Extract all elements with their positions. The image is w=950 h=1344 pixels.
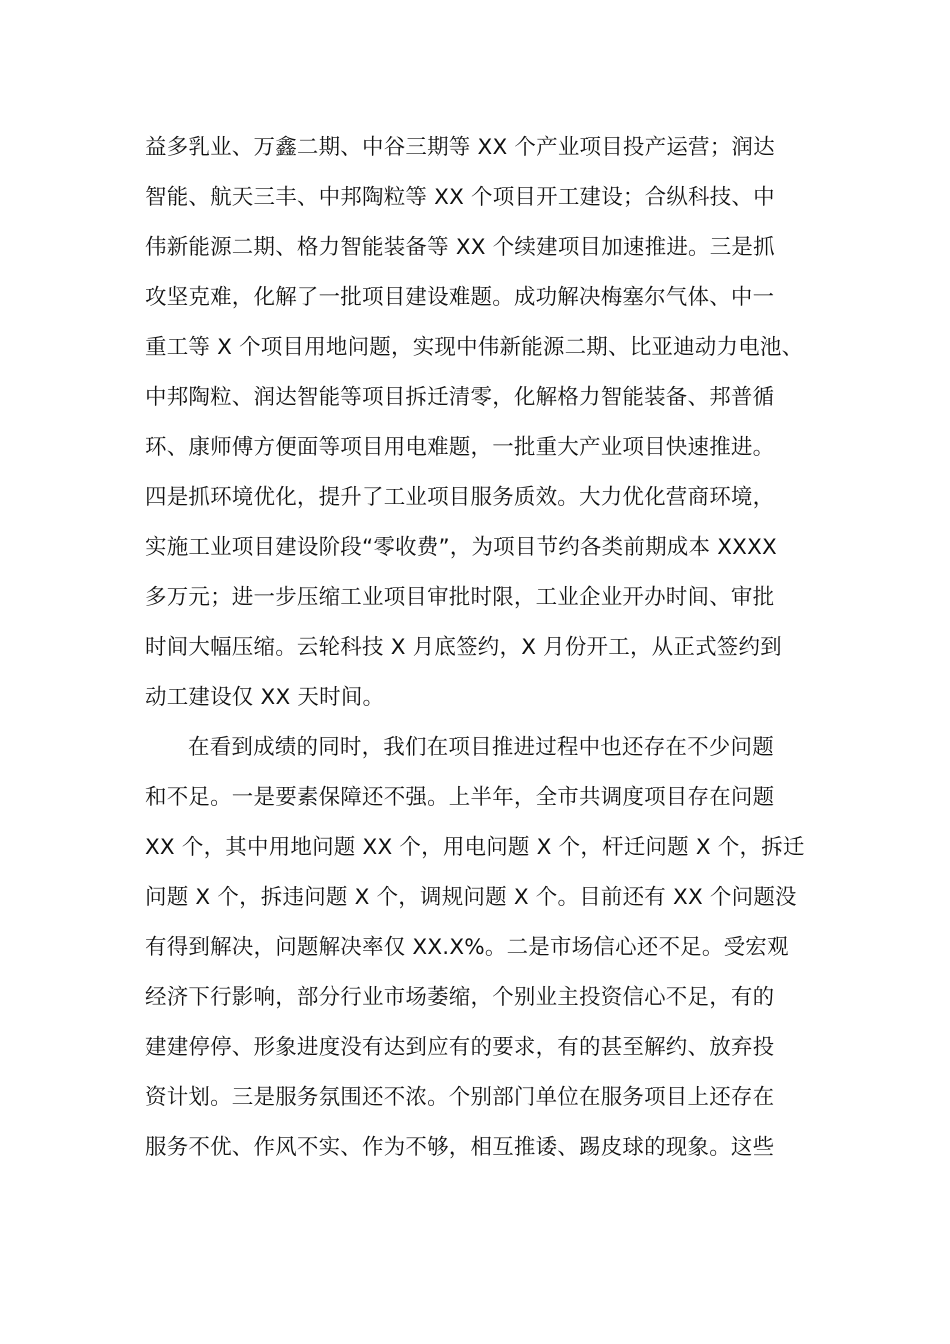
text-line: XX 个，其中用地问题 XX 个，用电问题 X 个，杆迁问题 X 个，拆迁 [145,835,805,860]
text-line: 伟新能源二期、格力智能装备等 XX 个续建项目加速推进。三是抓 [145,235,775,260]
paragraph-first-line: 在看到成绩的同时，我们在项目推进过程中也还存在不少问题 [188,735,774,760]
text-line: 中邦陶粒、润达智能等项目拆迁清零，化解格力智能装备、邦普循 [145,385,775,410]
text-line: 多万元；进一步压缩工业项目审批时限，工业企业开办时间、审批 [145,585,775,610]
text-line: 时间大幅压缩。云轮科技 X 月底签约，X 月份开工，从正式签约到 [145,635,782,660]
text-line: 服务不优、作风不实、作为不够，相互推诿、踢皮球的现象。这些 [145,1135,775,1160]
text-line: 重工等 X 个项目用地问题，实现中伟新能源二期、比亚迪动力电池、 [145,335,804,360]
text-line: 实施工业项目建设阶段“零收费”，为项目节约各类前期成本 XXXX [145,535,777,560]
text-line: 智能、航天三丰、中邦陶粒等 XX 个项目开工建设；合纵科技、中 [145,185,775,210]
text-line: 益多乳业、万鑫二期、中谷三期等 XX 个产业项目投产运营；润达 [145,135,775,160]
text-line: 资计划。三是服务氛围还不浓。个别部门单位在服务项目上还存在 [145,1085,775,1110]
text-line: 和不足。一是要素保障还不强。上半年，全市共调度项目存在问题 [145,785,775,810]
text-line: 建建停停、形象进度没有达到应有的要求，有的甚至解约、放弃投 [145,1035,775,1060]
text-line: 动工建设仅 XX 天时间。 [145,685,385,710]
text-line: 环、康师傅方便面等项目用电难题，一批重大产业项目快速推进。 [145,435,775,460]
text-line: 经济下行影响，部分行业市场萎缩，个别业主投资信心不足，有的 [145,985,775,1010]
text-line: 有得到解决，问题解决率仅 XX.X%。二是市场信心还不足。受宏观 [145,935,789,960]
text-line: 攻坚克难，化解了一批项目建设难题。成功解决梅塞尔气体、中一 [145,285,775,310]
text-line: 四是抓环境优化，提升了工业项目服务质效。大力优化营商环境， [145,485,775,510]
text-line: 问题 X 个，拆违问题 X 个，调规问题 X 个。目前还有 XX 个问题没 [145,885,797,910]
